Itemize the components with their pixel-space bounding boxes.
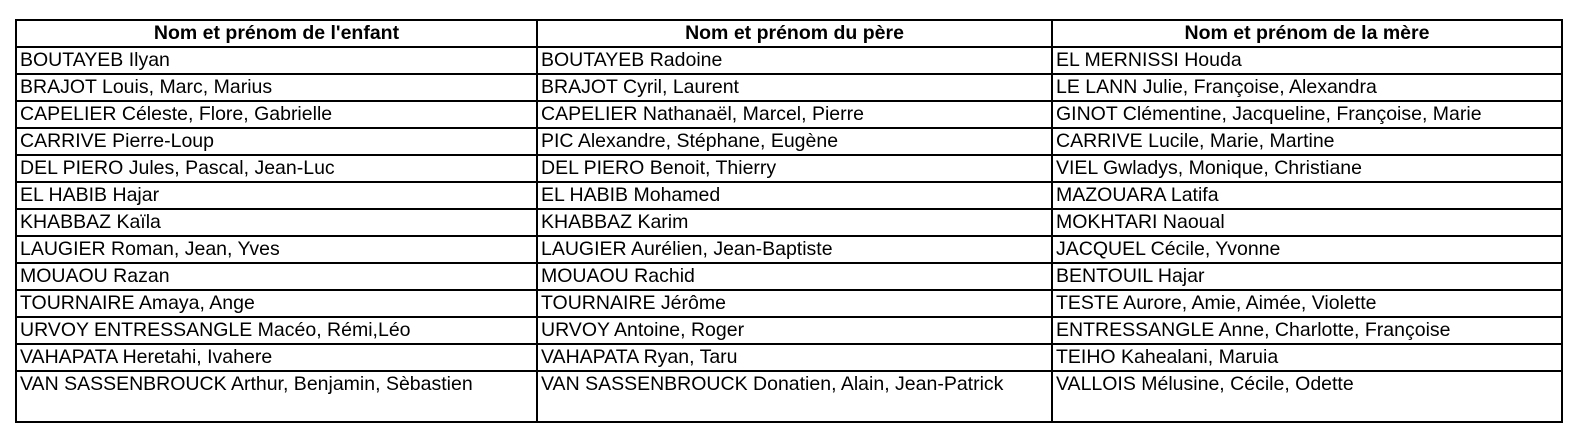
mother-name-cell: CARRIVE Lucile, Marie, Martine bbox=[1052, 128, 1562, 155]
table-row bbox=[16, 263, 1562, 290]
child-name-cell: BOUTAYEB Ilyan bbox=[16, 47, 537, 74]
mother-name-cell: BENTOUIL Hajar bbox=[1052, 263, 1562, 290]
father-name-cell: TOURNAIRE Jérôme bbox=[537, 290, 1052, 317]
child-name-cell: CARRIVE Pierre-Loup bbox=[16, 128, 537, 155]
mother-name-cell: ENTRESSANGLE Anne, Charlotte, Françoise bbox=[1052, 317, 1562, 344]
father-name-cell: VAHAPATA Ryan, Taru bbox=[537, 344, 1052, 371]
father-name-cell: MOUAOU Rachid bbox=[537, 263, 1052, 290]
table-row bbox=[16, 344, 1562, 371]
child-name-cell: LAUGIER Roman, Jean, Yves bbox=[16, 236, 537, 263]
father-name-cell: BRAJOT Cyril, Laurent bbox=[537, 74, 1052, 101]
mother-name-cell: TESTE Aurore, Amie, Aimée, Violette bbox=[1052, 290, 1562, 317]
father-name-cell: KHABBAZ Karim bbox=[537, 209, 1052, 236]
child-name-cell: VAHAPATA Heretahi, Ivahere bbox=[16, 344, 537, 371]
child-name-cell: BRAJOT Louis, Marc, Marius bbox=[16, 74, 537, 101]
table-row bbox=[16, 209, 1562, 236]
mother-name-cell: LE LANN Julie, Françoise, Alexandra bbox=[1052, 74, 1562, 101]
family-names-table bbox=[15, 19, 1563, 423]
mother-name-cell: VIEL Gwladys, Monique, Christiane bbox=[1052, 155, 1562, 182]
mother-name-cell: MAZOUARA Latifa bbox=[1052, 182, 1562, 209]
table-row bbox=[16, 317, 1562, 344]
table-row bbox=[16, 155, 1562, 182]
child-name-cell: TOURNAIRE Amaya, Ange bbox=[16, 290, 537, 317]
mother-name-cell: GINOT Clémentine, Jacqueline, Françoise, Marie bbox=[1052, 101, 1562, 128]
father-name-cell: BOUTAYEB Radoine bbox=[537, 47, 1052, 74]
child-name-cell: CAPELIER Céleste, Flore, Gabrielle bbox=[16, 101, 537, 128]
child-name-cell: EL HABIB Hajar bbox=[16, 182, 537, 209]
child-name-cell: VAN SASSENBROUCK Arthur, Benjamin, Sèbastien bbox=[16, 371, 537, 422]
mother-name-cell: TEIHO Kahealani, Maruia bbox=[1052, 344, 1562, 371]
mother-name-cell: MOKHTARI Naoual bbox=[1052, 209, 1562, 236]
mother-name-cell: JACQUEL Cécile, Yvonne bbox=[1052, 236, 1562, 263]
mother-name-cell: VALLOIS Mélusine, Cécile, Odette bbox=[1052, 371, 1562, 422]
father-name-cell: EL HABIB Mohamed bbox=[537, 182, 1052, 209]
mother-name-cell: EL MERNISSI Houda bbox=[1052, 47, 1562, 74]
father-name-cell: URVOY Antoine, Roger bbox=[537, 317, 1052, 344]
father-name-cell: DEL PIERO Benoit, Thierry bbox=[537, 155, 1052, 182]
father-name-cell: PIC Alexandre, Stéphane, Eugène bbox=[537, 128, 1052, 155]
father-name-cell: LAUGIER Aurélien, Jean-Baptiste bbox=[537, 236, 1052, 263]
header-mother-name: Nom et prénom de la mère bbox=[1052, 20, 1562, 47]
table-row bbox=[16, 128, 1562, 155]
child-name-cell: KHABBAZ Kaïla bbox=[16, 209, 537, 236]
father-name-cell: CAPELIER Nathanaël, Marcel, Pierre bbox=[537, 101, 1052, 128]
table-row bbox=[16, 371, 1562, 422]
table-row bbox=[16, 236, 1562, 263]
header-child-name: Nom et prénom de l'enfant bbox=[16, 20, 537, 47]
table-row bbox=[16, 47, 1562, 74]
table-row bbox=[16, 182, 1562, 209]
table-row bbox=[16, 74, 1562, 101]
table-header-row bbox=[16, 20, 1562, 47]
table-row bbox=[16, 101, 1562, 128]
child-name-cell: URVOY ENTRESSANGLE Macéo, Rémi,Léo bbox=[16, 317, 537, 344]
father-name-cell: VAN SASSENBROUCK Donatien, Alain, Jean-Patrick bbox=[537, 371, 1052, 422]
table-row bbox=[16, 290, 1562, 317]
header-father-name: Nom et prénom du père bbox=[537, 20, 1052, 47]
child-name-cell: MOUAOU Razan bbox=[16, 263, 537, 290]
child-name-cell: DEL PIERO Jules, Pascal, Jean-Luc bbox=[16, 155, 537, 182]
